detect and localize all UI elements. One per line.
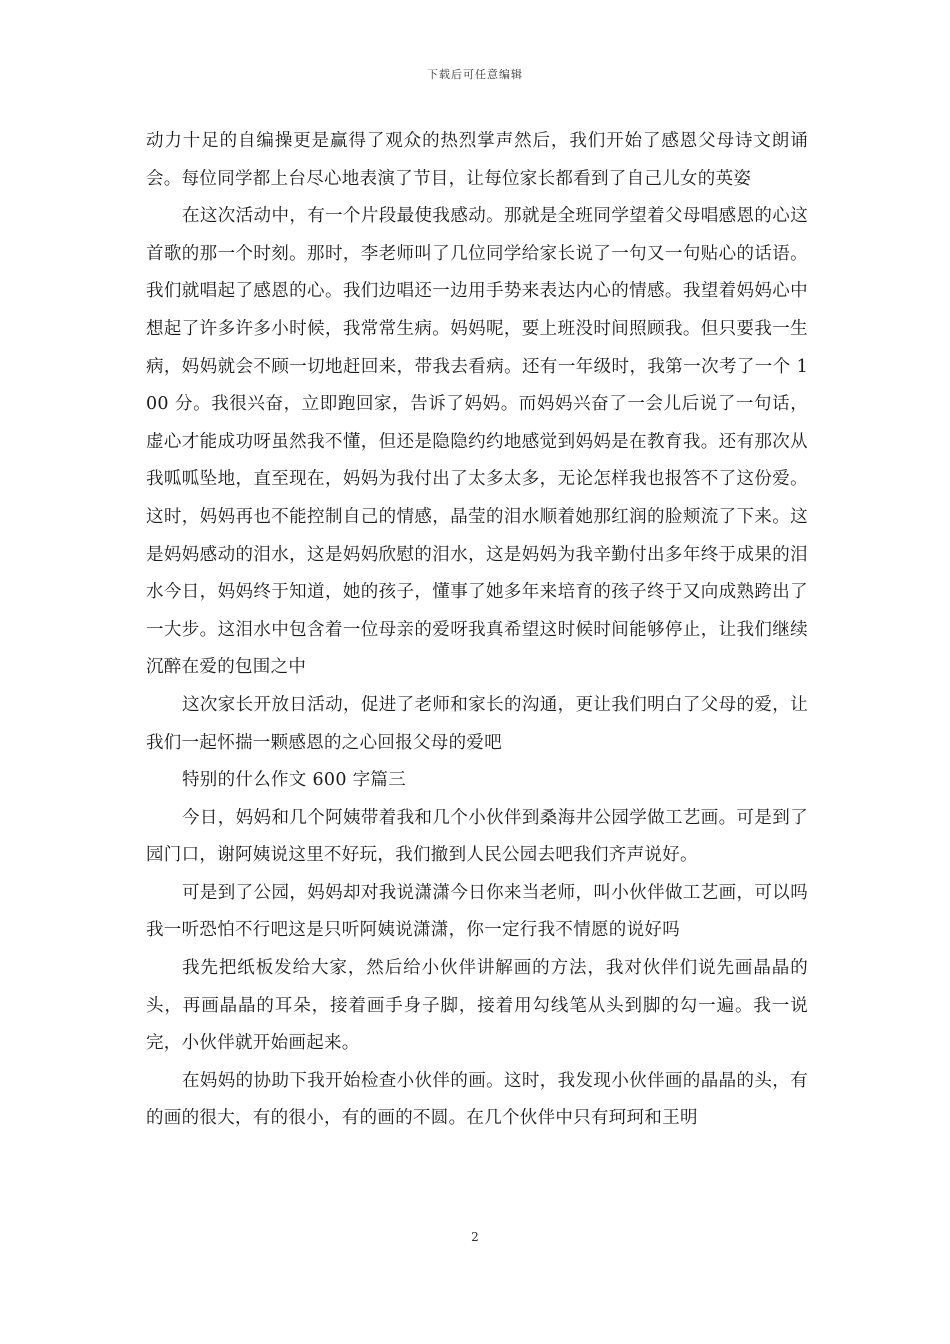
paragraph: 我先把纸板发给大家，然后给小伙伴讲解画的方法，我对伙伴们说先画晶晶的头，再画晶晶的耳朵，接着画手身子脚，接着用勾线笔从头到脚的勾一遍。我一说完，小伙伴就开始画起来。 [146, 958, 808, 1054]
paragraph: 动力十足的自编操更是赢得了观众的热烈掌声然后，我们开始了感恩父母诗文朗诵会。每位同学都上台尽心地表演了节目，让每位家长都看到了自己儿女的英姿 [146, 131, 808, 189]
document-body [146, 123, 808, 1138]
paragraph: 这次家长开放日活动，促进了老师和家长的沟通，更让我们明白了父母的爱，让我们一起怀揣一颗感恩的之心回报父母的爱吧 [146, 694, 808, 753]
paragraph: 在妈妈的协助下我开始检查小伙伴的画。这时，我发现小伙伴画的晶晶的头，有的画的很大，有的很小，有的画的不圆。在几个伙伴中只有珂珂和王明 [146, 1070, 808, 1129]
paragraph: 今日，妈妈和几个阿姨带着我和几个小伙伴到桑海井公园学做工艺画。可是到了园门口，谢阿姨说这里不好玩，我们撤到人民公园去吧我们齐声说好。 [146, 807, 808, 866]
paragraph: 可是到了公园，妈妈却对我说潇潇今日你来当老师，叫小伙伴做工艺画，可以吗我一听恐怕不行吧这是只听阿姨说潇潇，你一定行我不情愿的说好吗 [146, 882, 808, 941]
paragraph: 在这次活动中，有一个片段最使我感动。那就是全班同学望着父母唱感恩的心这首歌的那一个时刻。那时，李老师叫了几位同学给家长说了一句又一句贴心的话语。我们就唱起了感恩的心。我们边唱还一边用手势来表达内心的情感。我望着妈妈心中想起了许多许多小时候，我常常生病。妈妈呢，要上班没时间照顾我。但只要我一生病，妈妈就会不顾一切地赶回来，带我去看病。还有一年级时，我第一次考了一个 100 分。我很兴奋，立即跑回家，告诉了妈妈。而妈妈兴奋了一会儿后说了一句话，虚心才能成功呀虽然我不懂，但还是隐隐约约地感觉到妈妈是在教育我。还有那次从我呱呱坠地，直至现在，妈妈为我付出了太多太多，无论怎样我也报答不了这份爱。这时，妈妈再也不能控制自己的情感，晶莹的泪水顺着她那红润的脸颊流了下来。这是妈妈感动的泪水，这是妈妈欣慰的泪水，这是妈妈为我辛勤付出多年终于成果的泪水今日，妈妈终于知道，她的孩子，懂事了她多年来培育的孩子终于又向成熟跨出了一大步。这泪水中包含着一位母亲的爱呀我真希望这时候时间能够停止，让我们继续沉醉在爱的包围之中 [146, 206, 808, 678]
page-header: 下载后可任意编辑 [427, 68, 523, 81]
section-heading: 特别的什么作文 600 字篇三 [182, 770, 407, 791]
page-number: 2 [471, 1230, 479, 1244]
